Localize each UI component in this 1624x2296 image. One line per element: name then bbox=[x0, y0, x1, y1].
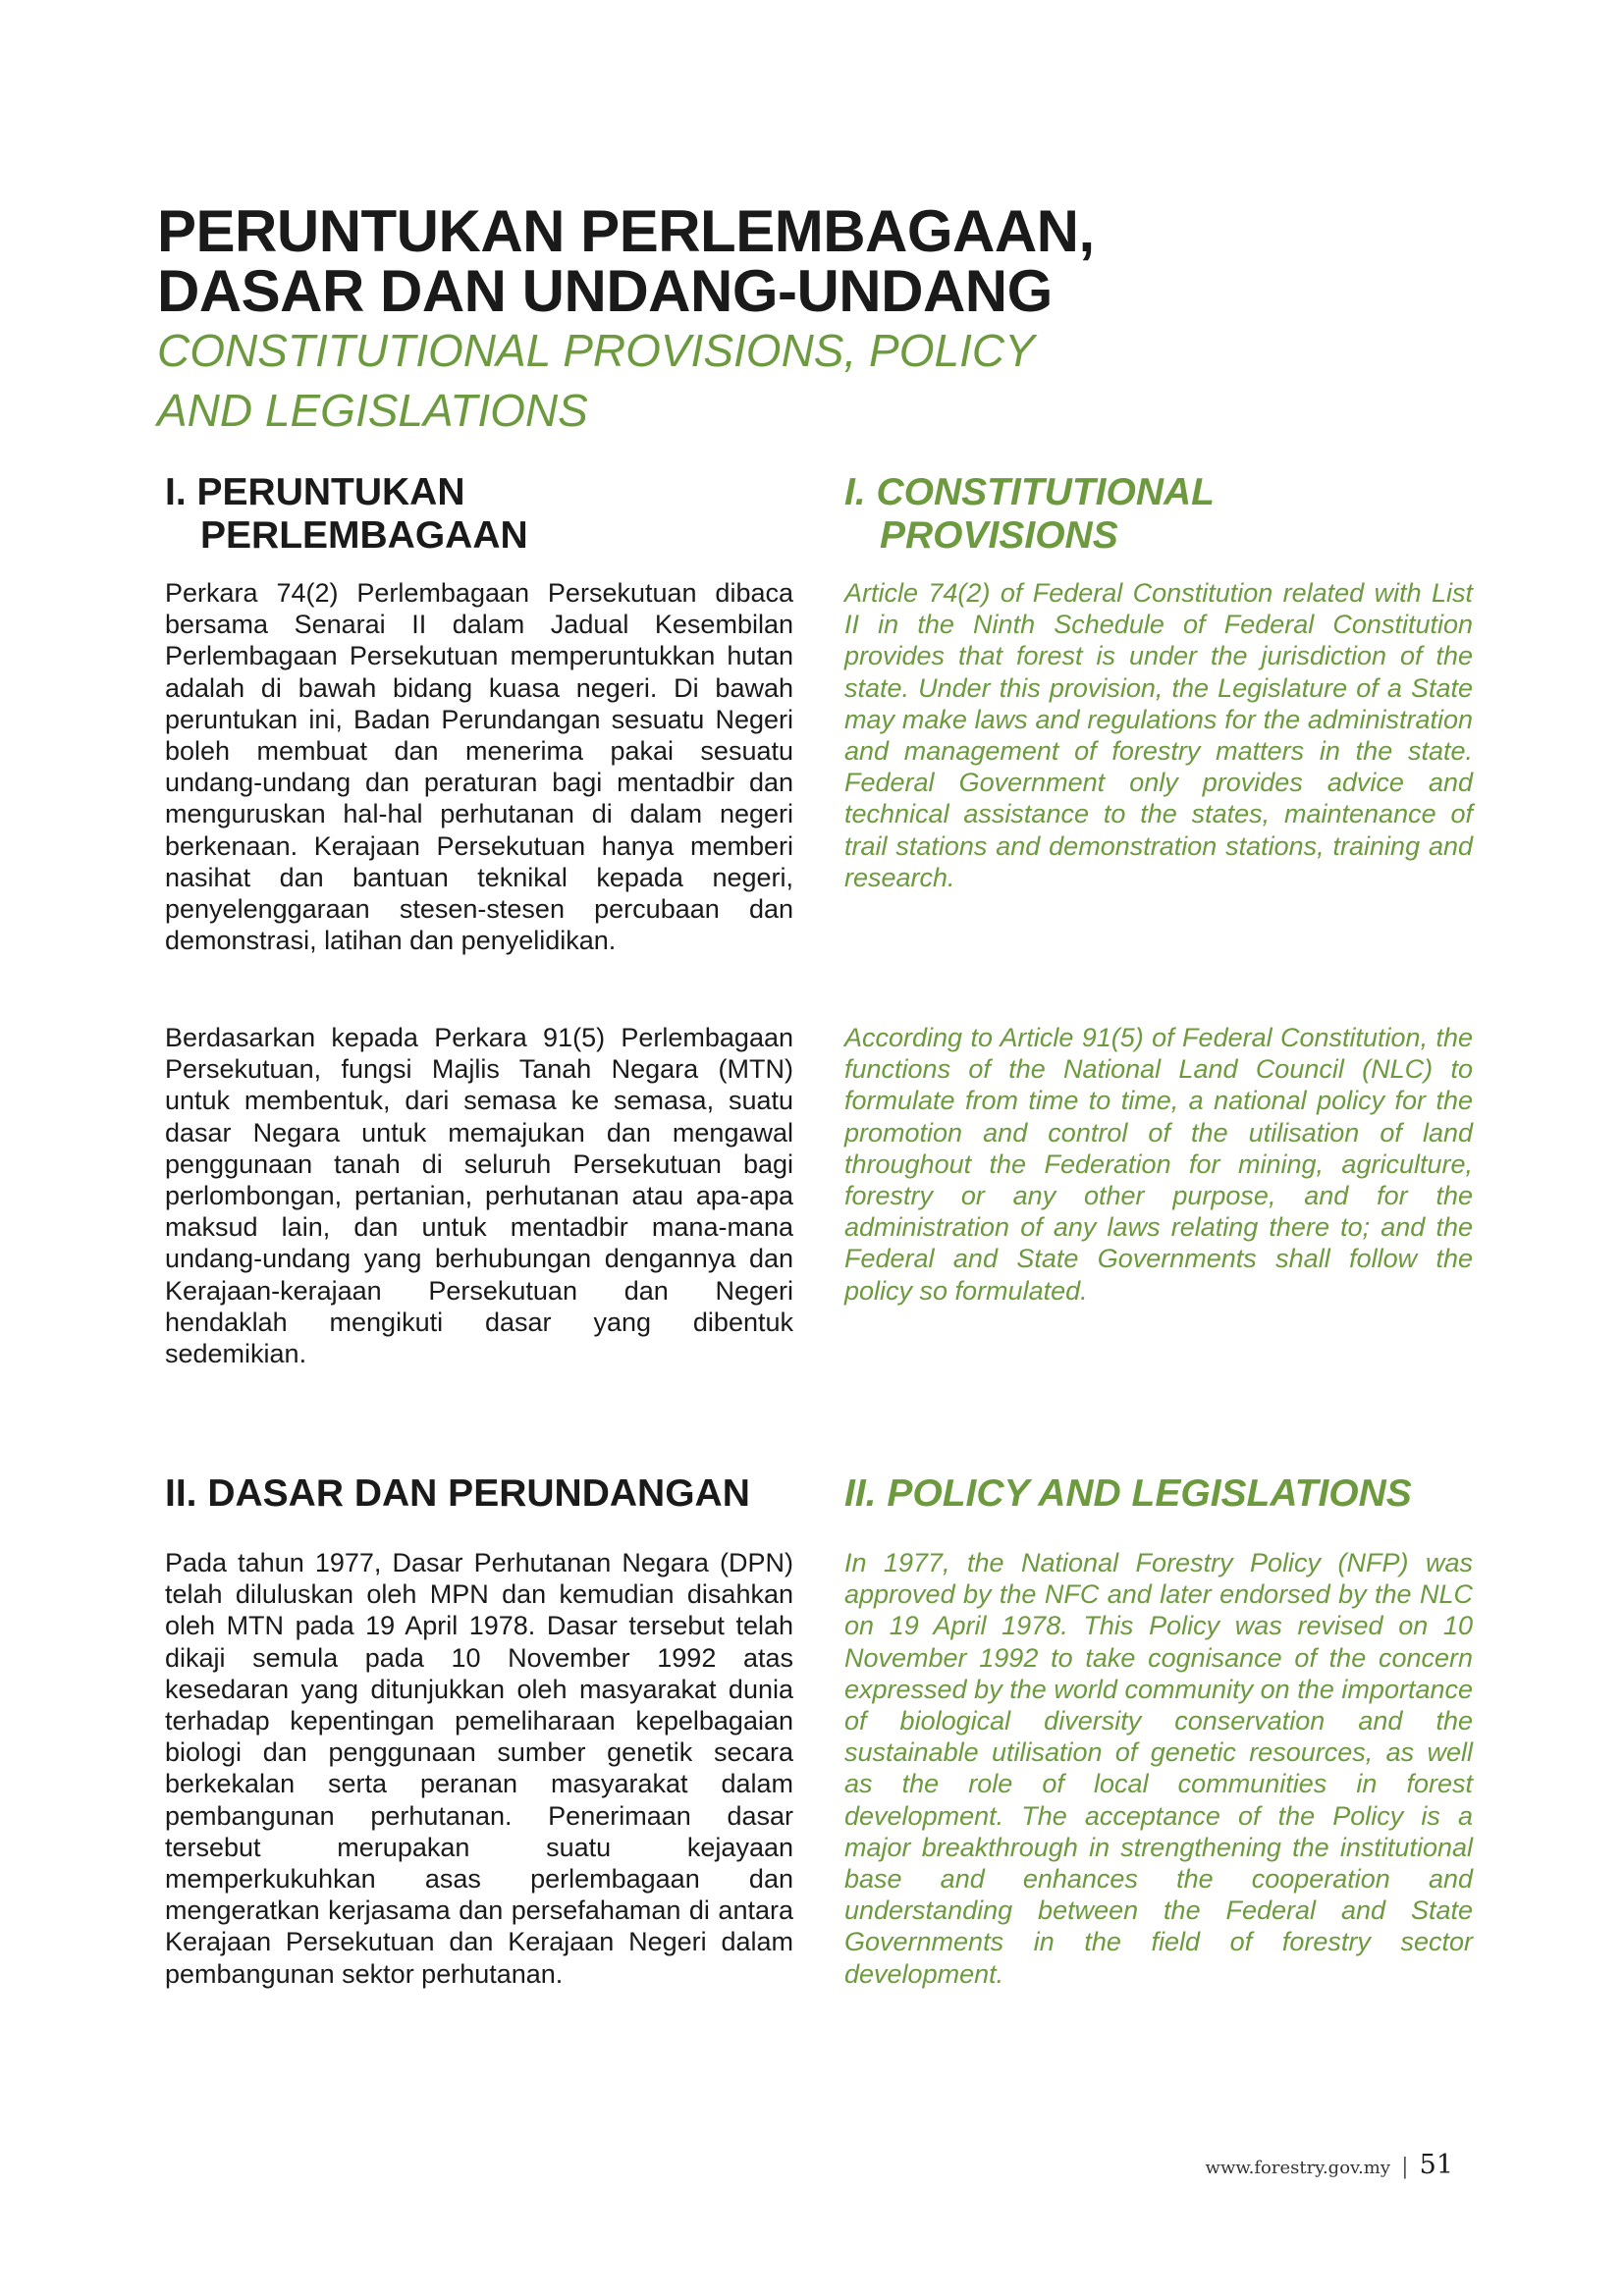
section2-para-ms-block bbox=[165, 1547, 793, 1990]
page-title-en-line2: AND LEGISLATIONS bbox=[157, 385, 588, 436]
section1-heading-en-line1: I. CONSTITUTIONAL bbox=[844, 471, 1215, 513]
section2-heading-en: II. POLICY AND LEGISLATIONS bbox=[844, 1472, 1412, 1515]
section1-para1-en: Article 74(2) of Federal Constitution related with List II in the Ninth Schedule of Federal Constitution provides that forest is under the jurisdiction of the state. Under this provision, the Legislature of a State may make laws and regulations for the administration and management of forestry matters in the state. Federal Government only provides advice and technical assistance to the states, maintenance of trail stations and demonstration stations, training and research. bbox=[844, 578, 1473, 892]
section1-para2-ms: Berdasarkan kepada Perkara 91(5) Perlembagaan Persekutuan, fungsi Majlis Tanah Negara (MTN) untuk membentuk, dari semasa ke semasa, suatu dasar Negara untuk memajukan dan mengawal penggunaan tanah di seluruh Persekutuan bagi perlombongan, pertanian, perhutanan atau apa-apa maksud lain, dan untuk mentadbir mana-mana undang-undang yang berhubungan dengannya dan Kerajaan-kerajaan Persekutuan dan Negeri hendaklah mengikuti dasar yang dibentuk sedemikian. bbox=[165, 1023, 793, 1369]
page-title-ms-line2: DASAR DAN UNDANG-UNDANG bbox=[157, 258, 1053, 324]
section2-para-en: In 1977, the National Forestry Policy (NFP) was approved by the NFC and later endorsed by the NLC on 19 April 1978. This Policy was revised on 10 November 1992 to take cognisance of the concern expressed by the world community on the importance of biological diversity conservation and the sustainable utilisation of genetic resources, as well as the role of local communities in forest development. The acceptance of the Policy is a major breakthrough in strengthening the institutional base and enhances the cooperation and understanding between the Federal and State Governments in the field of forestry sector development. bbox=[844, 1548, 1473, 1989]
section1-para1-en-block bbox=[844, 577, 1473, 893]
section1-heading-ms bbox=[165, 471, 793, 558]
section1-heading-en-line2: PROVISIONS bbox=[880, 514, 1118, 557]
section2-para-en-block bbox=[844, 1547, 1473, 1990]
section1-para2-ms-block bbox=[165, 1022, 793, 1369]
section1-heading-ms-line1: I. PERUNTUKAN bbox=[165, 471, 465, 513]
section1-heading-en bbox=[844, 471, 1473, 558]
footer-url: www.forestry.gov.my bbox=[1205, 2158, 1391, 2178]
page-footer bbox=[1080, 2150, 1453, 2180]
section2-heading-en-block bbox=[844, 1472, 1473, 1516]
section1-para1-ms: Perkara 74(2) Perlembagaan Persekutuan dibaca bersama Senarai II dalam Jadual Kesembilan Perlembagaan Persekutuan memperuntukkan hutan adalah di bawah bidang kuasa negeri. Di bawah peruntukan ini, Badan Perundangan sesuatu Negeri boleh membuat dan menerima pakai sesuatu undang-undang dan peraturan bagi mentadbir dan menguruskan hal-hal perhutanan di dalam negeri berkenaan. Kerajaan Persekutuan hanya memberi nasihat dan bantuan teknikal kepada negeri, penyelenggaraan stesen-stesen percubaan dan demonstrasi, latihan dan penyelidikan. bbox=[165, 578, 793, 956]
page-title-ms-line1: PERUNTUKAN PERLEMBAGAAN, bbox=[157, 198, 1095, 264]
section1-para1-ms-block bbox=[165, 577, 793, 956]
page-number: 51 bbox=[1419, 2150, 1453, 2180]
section2-heading-ms-block bbox=[165, 1472, 793, 1516]
section1-para2-en: According to Article 91(5) of Federal Constitution, the functions of the National Land Council (NLC) to formulate from time to time, a national policy for the promotion and control of the utilisation of land throughout the Federation for mining, agriculture, forestry or any other purpose, and for the administration of any laws relating there to; and the Federal and State Governments shall follow the policy so formulated. bbox=[844, 1023, 1473, 1306]
page-header bbox=[157, 198, 1473, 441]
section1-heading-ms-line2: PERLEMBAGAAN bbox=[200, 514, 528, 557]
section2-para-ms: Pada tahun 1977, Dasar Perhutanan Negara (DPN) telah diluluskan oleh MPN dan kemudian disahkan oleh MTN pada 19 April 1978. Dasar tersebut telah dikaji semula pada 10 November 1992 atas kesedaran yang ditunjukkan oleh masyarakat dunia terhadap kepentingan pemeliharaan kepelbagaian biologi dan penggunaan sumber genetik secara berkekalan serta peranan masyarakat dalam pembangunan perhutanan. Penerimaan dasar tersebut merupakan suatu kejayaan memperkukuhkan asas perlembagaan dan mengeratkan kerjasama dan persefahaman di antara Kerajaan Persekutuan dan Kerajaan Negeri dalam pembangunan sektor perhutanan. bbox=[165, 1548, 793, 1989]
page-title-en-line1: CONSTITUTIONAL PROVISIONS, POLICY bbox=[157, 325, 1035, 376]
section1-para2-en-block bbox=[844, 1022, 1473, 1307]
page-title-en bbox=[157, 321, 1473, 441]
section2-heading-ms: II. DASAR DAN PERUNDANGAN bbox=[165, 1472, 750, 1515]
page-title-ms bbox=[157, 198, 1473, 324]
footer-separator: | bbox=[1401, 2155, 1409, 2179]
